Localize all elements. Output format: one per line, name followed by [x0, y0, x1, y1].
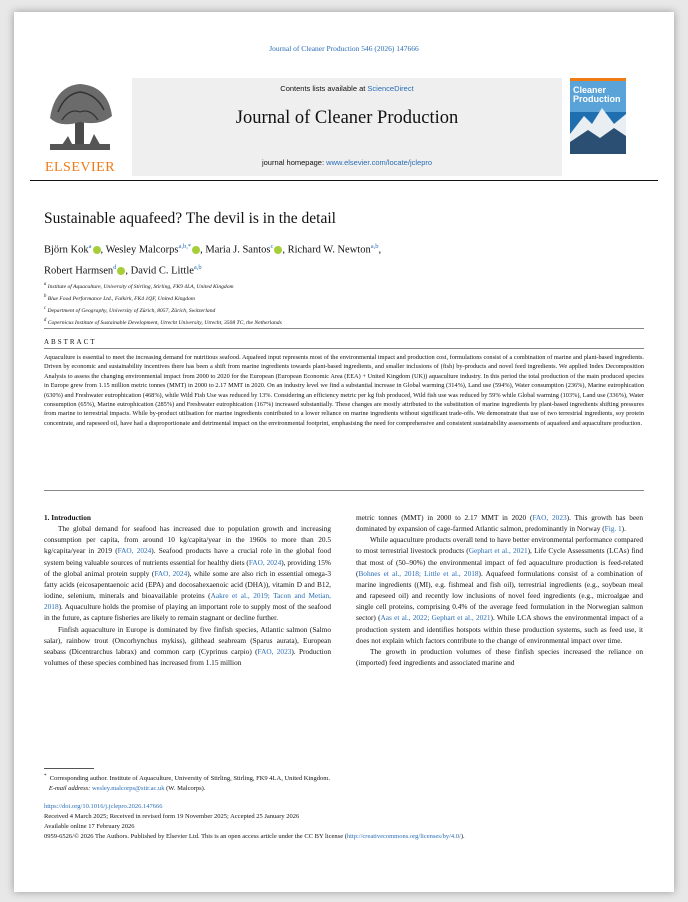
- author-2-affil[interactable]: c: [270, 243, 274, 250]
- author-5-affil[interactable]: a,b: [193, 263, 202, 271]
- body-right-column: [356, 512, 643, 668]
- homepage-prefix: journal homepage:: [261, 158, 327, 167]
- paragraph: [44, 523, 331, 623]
- sciencedirect-link[interactable]: ScienceDirect: [367, 84, 414, 93]
- elsevier-logo: [30, 78, 130, 176]
- affiliation-d: [44, 316, 282, 328]
- orcid-icon[interactable]: [274, 246, 282, 254]
- paragraph-text: ). Aquaculture holds the promise of playing an important role to supply most of the seafood in the future, as capture fisheries are likely to remain stagnant or decline further.: [44, 602, 331, 623]
- author-0[interactable]: Björn Kok: [44, 244, 89, 256]
- license-suffix: ).: [460, 833, 465, 840]
- abstract-top-rule: [44, 328, 644, 329]
- paragraph-text: ). While LCA shows the environmental impact of a production system and identifies hotspots within these production systems, such as feed use, it does not explain which factors contribute to the change of environmental impact over time.: [356, 613, 643, 645]
- abstract-heading-rule: [44, 348, 644, 349]
- contents-prefix: Contents lists available at: [280, 84, 368, 93]
- paragraph-text: Finfish aquaculture in Europe is dominated by five finfish species, Atlantic salmon (Salmo salar), rainbow trout (Oncorhynchus mykiss), gilthead seabream (Sparus aurata), European seabass (Dicentrarchus labrax) and common carp (Cyprinus carpio) (: [44, 624, 331, 656]
- paragraph-text: ), while some are also rich in essential omega-3 fatty acids (eicosapentaenoic acid (EPA) and docosahexaenoic acid (DHA)), vitamin D and B12, iodine, selenium, minerals and bioavailable proteins (: [44, 568, 331, 601]
- author-3[interactable]: Richard W. Newton: [287, 244, 371, 256]
- orcid-icon[interactable]: [117, 267, 125, 275]
- affiliation-label: d: [44, 317, 47, 323]
- paragraph-text: metric tonnes (MMT) in 2000 to 2.17 MMT in 2020 (: [356, 513, 533, 522]
- journal-cover-image[interactable]: [570, 78, 626, 154]
- paragraph-text: The global demand for seafood has increased due to population growth and increasing consumption per capita, from around 10 kg/capita/year in the 1960s to more than 20.5 kg/capita/year in 2019 (: [44, 524, 331, 556]
- paragraph-text: ).: [621, 524, 626, 534]
- abstract-text: Aquaculture is essential to meet the increasing demand for nutritious seafood. Aquafeed input represents most of the environmental impact and production cost, formulations consist of a combination of marine and plant-based ingredients. Driven by economic and sustainability incentives there has been a shift from marine ingredients towards plant-based ingredients, and smaller inclusions of (fish) by-products and novel feed ingredients. We applied Index Decomposition Analysis to assess the changing environmental impact from 2000 to 2020 for the European (European Economic Area (EEA) + United Kingdom (UK)) aquaculture industry. In this period the total production of the main produced species in Europe grew from 1.15 million metric tonnes (MMT) in 2000 to 2.17 MMT in 2020. On an industry level we find a substantial increase in Global warming (314%), Land use (594%), Water consumption (236%), Marine eutrophication (630%) and Freshwater eutrophication (468%), while Wild Fish Use was reduced by 13%. Considering an efficiency metric per kg fish produced, Wild fish use was reduced by 59% while Global warming (103%), Land use (336%), Water consumption (65%), Marine eutrophication (285%) and Freshwater eutrophication (167%) increased substantially. These changes are mostly attributed to the substitution of marine ingredients by plant-based ingredients shifting pressures from marine to terrestrial impacts. While by-product utilisation for marine ingredients contributed to a lower reliance on marine ingredients without significant trade-offs. We demonstrate that use of two terrestrial ingredients, soy protein concentrate, and rapeseed oil, have had a disproportionate and detrimental impact on the environmental footprint, emphasising the need for comprehensive and consistent sustainability assessments of aquafeed and aquaculture production.: [44, 354, 644, 427]
- affiliation-text: Institute of Aquaculture, University of Stirling, Stirling, FK9 4LA, United Kingdom: [47, 283, 234, 290]
- citation-link[interactable]: Bohnes et al., 2018; Little et al., 2018: [358, 568, 479, 578]
- author-list: Björn Kok$^a$ , Wesley Malcorps$^{a,b,*}$ , Maria J. Santos$^c$ , Richard W. Newton$^{a,b}$, Robert Harmsen$^d$ , David C. Little$^{a,b}$: [44, 243, 382, 276]
- paragraph-text: ), Life Cycle Assessments (LCAs) find that most of (50–90%) the environmental impact of fed aquaculture production is feed-related (: [356, 546, 643, 578]
- citation-link[interactable]: Gephart et al., 2021: [468, 546, 528, 556]
- email-suffix: (W. Malcorps).: [164, 785, 206, 793]
- author-1[interactable]: Wesley Malcorps: [105, 244, 179, 256]
- corresponding-footnote: [44, 772, 644, 794]
- paragraph-text: ). Production volumes of these species combined has increased from 1.15 million: [44, 646, 331, 668]
- doi-link[interactable]: https://doi.org/10.1016/j.jclepro.2026.147666: [44, 803, 163, 810]
- affiliation-label: b: [44, 293, 47, 299]
- citation-link[interactable]: FAO, 2023: [257, 646, 292, 656]
- citation-link[interactable]: FAO, 2024: [248, 557, 282, 567]
- article-title: Sustainable aquafeed? The devil is in the detail: [44, 210, 336, 227]
- available-online: Available online 17 February 2026: [44, 823, 135, 830]
- cover-title: Cleaner Production: [573, 85, 621, 104]
- citation-link[interactable]: FAO, 2024: [154, 568, 188, 578]
- citation-link[interactable]: FAO, 2023: [532, 513, 567, 522]
- homepage-line: [132, 158, 562, 167]
- citation-link[interactable]: Aas et al., 2022; Gephart et al., 2021: [380, 613, 491, 623]
- author-2[interactable]: Maria J. Santos: [205, 244, 271, 256]
- elsevier-tree-icon: [30, 78, 130, 158]
- affiliation-c: [44, 304, 282, 316]
- citation-link[interactable]: Aakre et al., 2019; Tacon and Metian, 2018: [44, 591, 331, 612]
- paragraph-text: ), providing 15% of the global animal protein supply (: [44, 557, 331, 578]
- affiliation-text: Blue Food Performance Ltd., Falkirk, FK4 1QF, United Kingdom: [47, 295, 195, 302]
- author-4[interactable]: Robert Harmsen: [44, 265, 114, 276]
- paragraph: [356, 534, 643, 646]
- paragraph: [44, 624, 331, 669]
- article-history: [44, 802, 644, 842]
- affiliation-label: a: [44, 282, 47, 287]
- orcid-icon[interactable]: [192, 246, 200, 254]
- paragraph-text: ). Aquafeed formulations consist of a combination of marine ingredients ((MI), e.g. fishmeal and fish oil), terrestrial ingredients (e.g., soybean meal and rapeseed oil) and recently low inclusions of novel feed ingredients (e.g., microalgae and single cell proteins, comprising 0.4% of the average feed formulation in the Norwegian salmon sector) (: [356, 568, 643, 623]
- citation-link[interactable]: Fig. 1: [604, 524, 622, 534]
- email-link[interactable]: wesley.malcorps@stir.ac.uk: [91, 785, 165, 793]
- affiliation-a: [44, 280, 282, 292]
- publisher-logo-text: ELSEVIER: [44, 160, 116, 175]
- paragraph: [356, 646, 643, 668]
- license-prefix: 0959-6526/© 2026 The Authors. Published by Elsevier Ltd. This is an open access article under the CC BY license (: [44, 833, 347, 840]
- journal-header-box: [132, 78, 562, 176]
- affiliation-b: [44, 292, 282, 304]
- affiliations: [44, 280, 282, 327]
- section-heading: 1. Introduction: [44, 513, 91, 522]
- corresponding-text: Corresponding author. Institute of Aquaculture, University of Stirling, Stirling, FK9 4LA, United Kingdom.: [49, 775, 330, 783]
- license-link[interactable]: http://creativecommons.org/licenses/by/4.0/: [346, 833, 461, 840]
- journal-title: Journal of Cleaner Production: [235, 108, 459, 128]
- footnote-rule: [44, 768, 94, 769]
- paragraph-text: ). This growth has been dominated by expansion of cage-farmed Atlantic salmon, predominantly in Norway (: [356, 513, 643, 534]
- journal-citation[interactable]: Journal of Cleaner Production 546 (2026) 147666: [269, 44, 419, 53]
- affiliation-label: c: [44, 305, 47, 311]
- paragraph-text: While aquaculture products overall tend to have better environmental performance compared to most terrestrial livestock products (: [356, 535, 643, 556]
- received-dates: Received 4 March 2025; Received in revised form 19 November 2025; Accepted 25 January 2026: [44, 813, 300, 820]
- license-line: [44, 832, 644, 842]
- contents-line: [132, 84, 562, 93]
- affiliation-text: Copernicus Institute of Sustainable Development, Utrecht University, Utrecht, 3508 TC, the Netherlands: [47, 319, 282, 326]
- affiliation-text: Department of Geography, University of Zürich, 8057, Zürich, Switzerland: [47, 307, 216, 314]
- paragraph-text: The growth in production volumes of these finfish species increased the reliance on (imported) feed ingredients and associated marine and: [356, 646, 643, 668]
- abstract-bottom-rule: [44, 490, 644, 491]
- body-left-column: [44, 512, 331, 668]
- author-0-affil[interactable]: a: [88, 243, 92, 250]
- citation-link[interactable]: FAO, 2024: [117, 546, 152, 556]
- orcid-icon[interactable]: [93, 246, 101, 254]
- header-divider: [30, 180, 658, 181]
- email-label: E-mail address:: [48, 785, 92, 793]
- author-5[interactable]: David C. Little: [130, 265, 194, 276]
- abstract-heading: ABSTRACT: [44, 338, 97, 346]
- paragraph: [356, 512, 643, 534]
- author-1-affil[interactable]: a,b,*: [178, 243, 192, 250]
- journal-homepage-link[interactable]: www.elsevier.com/locate/jclepro: [326, 158, 433, 167]
- author-3-affil[interactable]: a,b: [370, 243, 379, 250]
- article-page: [14, 12, 674, 892]
- asterisk: *: [44, 774, 47, 779]
- author-4-affil[interactable]: d: [113, 263, 117, 271]
- paragraph-text: ). Seafood products have a crucial role in the global food system being valuable sources of nutrients essential for healthy diets (: [44, 546, 331, 567]
